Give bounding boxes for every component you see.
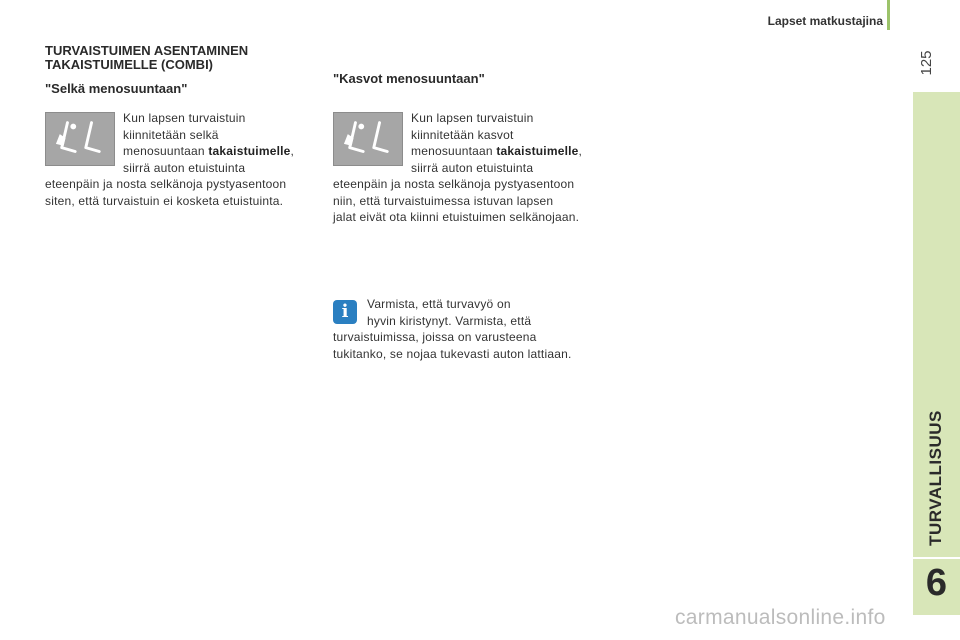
info-text-4: tukitanko, se nojaa tukevasti auton lattiaan. bbox=[333, 346, 572, 361]
page-number: 125 bbox=[918, 50, 935, 76]
rear-facing-text-6: siten, että turvaistuin ei kosketa etuistuinta. bbox=[45, 193, 284, 208]
rear-facing-text-1: Kun lapsen turvaistuin bbox=[123, 111, 246, 125]
header-title: Lapset matkustajina bbox=[767, 14, 883, 28]
chapter-number: 6 bbox=[925, 562, 948, 604]
header-accent-bar bbox=[887, 0, 890, 30]
forward-facing-text-5: eteenpäin ja nosta selkänoja pystyasentoon bbox=[333, 177, 575, 191]
forward-facing-title: "Kasvot menosuuntaan" bbox=[333, 71, 485, 86]
rear-facing-text-5: eteenpäin ja nosta selkänoja pystyasentoon bbox=[45, 177, 287, 191]
forward-facing-text-3-pre: menosuuntaan bbox=[411, 144, 497, 158]
rear-facing-text-3-bold: takaistuimelle bbox=[208, 144, 291, 158]
info-text-1: Varmista, että turvavyö on bbox=[367, 297, 511, 311]
info-text-2: hyvin kiristynyt. Varmista, että bbox=[367, 313, 532, 328]
chapter-label: TURVALLISUUS bbox=[926, 410, 945, 546]
forward-facing-text-6: niin, että turvaistuimessa istuvan lapsen bbox=[333, 193, 554, 208]
forward-facing-text-1: Kun lapsen turvaistuin bbox=[411, 111, 534, 125]
info-text-3: turvaistuimissa, joissa on varusteena bbox=[333, 330, 537, 344]
side-divider bbox=[913, 557, 960, 559]
seat-adjust-icon bbox=[45, 112, 115, 166]
forward-facing-text-2: kiinnitetään kasvot bbox=[411, 127, 514, 142]
forward-facing-text-4: siirrä auton etuistuinta bbox=[411, 160, 534, 175]
watermark: carmanualsonline.info bbox=[675, 606, 886, 629]
rear-facing-text-3 bbox=[123, 143, 294, 160]
forward-facing-text-7: jalat eivät ota kiinni etuistuimen selkänojaan. bbox=[333, 210, 580, 224]
section-title: TURVAISTUIMEN ASENTAMINEN TAKAISTUIMELLE (COMBI) bbox=[45, 43, 249, 72]
info-icon: i bbox=[333, 300, 357, 324]
rear-facing-text-2: kiinnitetään selkä bbox=[123, 127, 219, 142]
seat-adjust-icon bbox=[333, 112, 403, 166]
forward-facing-text-3 bbox=[411, 143, 582, 160]
rear-facing-title: "Selkä menosuuntaan" bbox=[45, 81, 188, 96]
rear-facing-text-3-post: , bbox=[290, 144, 295, 158]
forward-facing-text-3-post: , bbox=[578, 144, 583, 158]
rear-facing-text-3-pre: menosuuntaan bbox=[123, 144, 209, 158]
rear-facing-text-4: siirrä auton etuistuinta bbox=[123, 160, 246, 175]
forward-facing-text-3-bold: takaistuimelle bbox=[496, 144, 579, 158]
